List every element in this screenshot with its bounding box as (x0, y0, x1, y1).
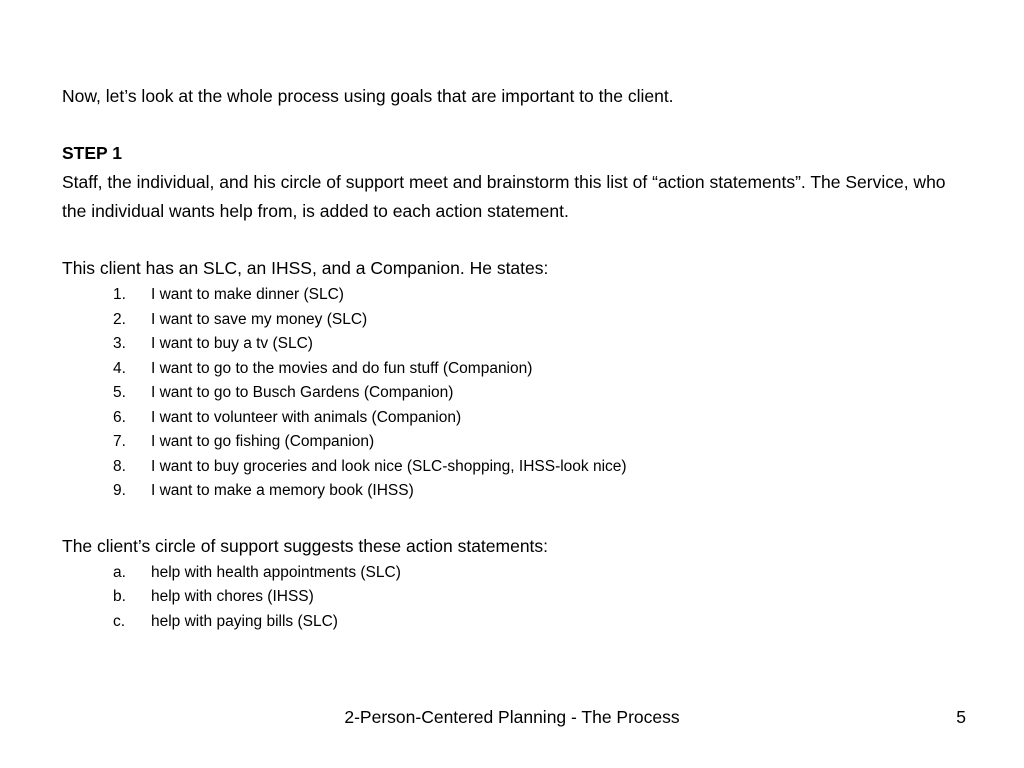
list-item-text: I want to save my money (SLC) (151, 310, 368, 328)
list-item (62, 381, 962, 406)
list-item-text: I want to volunteer with animals (Companion) (151, 408, 462, 426)
list-item-text: I want to buy groceries and look nice (SLC-shopping, IHSS-look nice) (151, 457, 627, 475)
list-marker: 3. (113, 335, 126, 352)
list-marker: 5. (113, 384, 126, 401)
client-statements-list (62, 283, 962, 504)
list-item (62, 430, 962, 455)
intro-text: Now, let’s look at the whole process using goals that are important to the client. (62, 86, 674, 106)
list-item-text: help with chores (IHSS) (151, 588, 314, 605)
list-item (62, 610, 962, 635)
spacer (62, 111, 962, 139)
list-marker: 6. (113, 408, 126, 426)
list-item (62, 308, 962, 333)
list-item (62, 479, 962, 504)
spacer (62, 226, 962, 254)
list-item (62, 561, 962, 586)
list-marker: 8. (113, 457, 126, 475)
list-item-text: I want to go to Busch Gardens (Companion) (151, 384, 454, 401)
list-marker: 9. (113, 482, 126, 499)
list-item (62, 585, 962, 610)
footer-title: 2-Person-Centered Planning - The Process (344, 707, 680, 727)
list-item-text: help with paying bills (SLC) (151, 612, 338, 630)
list-item-text: I want to go fishing (Companion) (151, 433, 375, 450)
step-heading: STEP 1 (62, 143, 122, 163)
list-item (62, 332, 962, 357)
list-marker: 4. (113, 359, 126, 377)
list-item-text: I want to make dinner (SLC) (151, 286, 344, 303)
slide-content (62, 82, 962, 634)
list-item-text: I want to go to the movies and do fun stuff (Companion) (151, 359, 533, 377)
list-marker: 7. (113, 433, 126, 450)
list-item-text: help with health appointments (SLC) (151, 563, 401, 581)
list-marker: 1. (113, 286, 126, 303)
step-description: Staff, the individual, and his circle of support meet and brainstorm this list of “action statements”. The Service, who the individual wants help from, is added to each action statement. (62, 172, 946, 221)
list-marker: b. (113, 588, 126, 605)
list-item (62, 357, 962, 382)
list-marker: 2. (113, 310, 126, 328)
list-item-text: I want to make a memory book (IHSS) (151, 482, 414, 499)
list-item (62, 455, 962, 480)
spacer (62, 504, 962, 532)
page-number: 5 (956, 707, 966, 727)
client-intro: This client has an SLC, an IHSS, and a Companion. He states: (62, 258, 549, 278)
support-intro: The client’s circle of support suggests these action statements: (62, 535, 549, 556)
list-marker: c. (113, 612, 126, 630)
support-statements-list (62, 561, 962, 635)
list-marker: a. (113, 563, 126, 581)
list-item (62, 283, 962, 308)
list-item-text: I want to buy a tv (SLC) (151, 335, 313, 352)
list-item (62, 406, 962, 431)
